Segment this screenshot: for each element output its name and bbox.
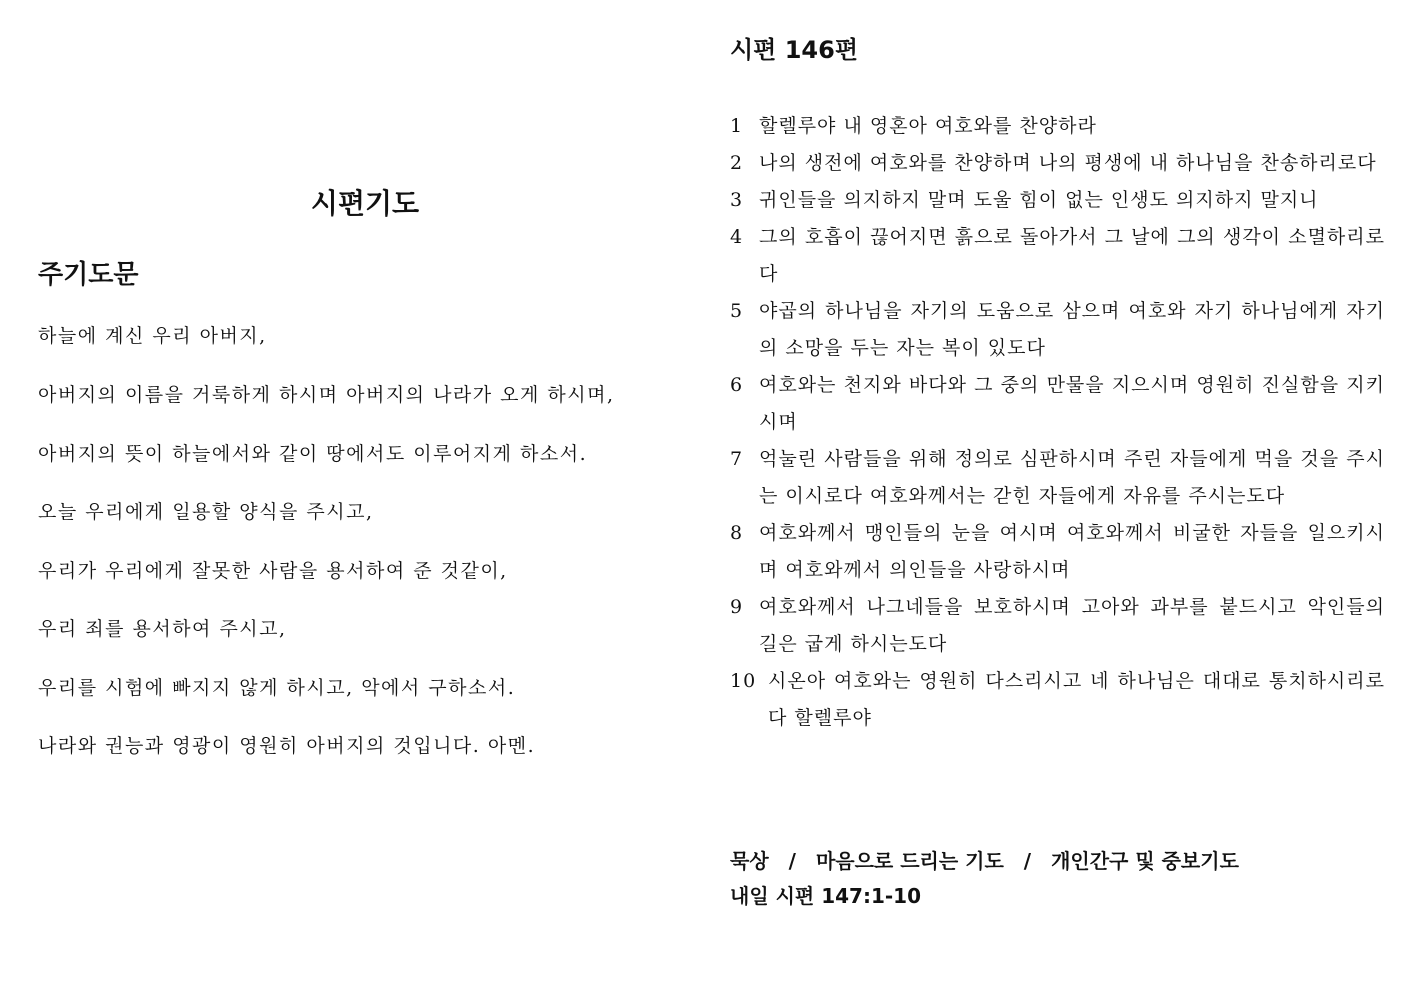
verse-number: 2 xyxy=(730,152,744,174)
prayer-line: 나라와 권능과 영광이 영원히 아버지의 것입니다. 아멘. xyxy=(38,735,536,757)
prayer-label: 마음으로 드리는 기도 xyxy=(815,849,1004,873)
verse-number: 9 xyxy=(730,596,744,618)
verse xyxy=(730,663,1385,737)
verse-text: 그의 호흡이 끊어지면 흙으로 돌아가서 그 날에 그의 생각이 소멸하리로다 xyxy=(759,226,1385,285)
prayer-line: 하늘에 계신 우리 아버지, xyxy=(38,325,267,347)
verse-text: 여호와께서 맹인들의 눈을 여시며 여호와께서 비굴한 자들을 일으키시며 여호와께서 의인들을 사랑하시며 xyxy=(759,522,1385,581)
verse-number: 8 xyxy=(730,522,744,544)
verse-number: 7 xyxy=(730,448,744,470)
verse-text: 여호와께서 나그네들을 보호하시며 고아와 과부를 붙드시고 악인들의 길은 굽게 하시는도다 xyxy=(759,596,1385,655)
verse-list xyxy=(730,108,1385,737)
verse xyxy=(730,441,1385,515)
verse xyxy=(730,367,1385,441)
verse-text: 여호와는 천지와 바다와 그 중의 만물을 지으시며 영원히 진실함을 지키시며 xyxy=(759,374,1385,433)
verse xyxy=(730,108,1385,145)
prayer-line: 아버지의 이름을 거룩하게 하시며 아버지의 나라가 오게 하시며, xyxy=(38,384,615,406)
verse-number: 4 xyxy=(730,226,744,248)
page-title: 시편기도 xyxy=(310,187,420,220)
separator: / xyxy=(788,849,796,873)
verse-text: 할렐루야 내 영혼아 여호와를 찬양하라 xyxy=(759,115,1097,137)
verse-text: 시온아 여호와는 영원히 다스리시고 네 하나님은 대대로 통치하시리로다 할렐루야 xyxy=(768,670,1385,729)
prayer-line: 오늘 우리에게 일용할 양식을 주시고, xyxy=(38,501,374,523)
verse xyxy=(730,589,1385,663)
verse xyxy=(730,515,1385,589)
left-page xyxy=(0,0,700,992)
verse xyxy=(730,182,1385,219)
separator: / xyxy=(1023,849,1032,873)
verse-text: 억눌린 사람들을 위해 정의로 심판하시며 주린 자들에게 먹을 것을 주시는 이시로다 여호와께서는 갇힌 자들에게 자유를 주시는도다 xyxy=(759,448,1385,507)
tomorrow-reading: 내일 시편 147:1-10 xyxy=(730,884,922,908)
verse-text: 야곱의 하나님을 자기의 도움으로 삼으며 여호와 자기 하나님에게 자기의 소망을 두는 자는 복이 있도다 xyxy=(759,300,1385,359)
verse-number: 3 xyxy=(730,189,744,211)
intercession-label: 개인간구 및 중보기도 xyxy=(1051,849,1239,873)
verse xyxy=(730,293,1385,367)
verse xyxy=(730,219,1385,293)
psalm-title: 시편 146편 xyxy=(730,36,859,64)
verse-text: 귀인들을 의지하지 말며 도울 힘이 없는 인생도 의지하지 말지니 xyxy=(759,189,1319,211)
verse-number: 10 xyxy=(730,670,757,692)
verse-number: 6 xyxy=(730,374,744,396)
right-page xyxy=(700,0,1403,992)
prayer-line: 우리 죄를 용서하여 주시고, xyxy=(38,618,287,640)
meditation-label: 묵상 xyxy=(730,849,769,873)
prayer-line: 아버지의 뜻이 하늘에서와 같이 땅에서도 이루어지게 하소서. xyxy=(38,443,588,465)
prayer-line: 우리가 우리에게 잘못한 사람을 용서하여 준 것같이, xyxy=(38,560,508,582)
meditation-guide xyxy=(730,846,1239,876)
prayer-line: 우리를 시험에 빠지지 않게 하시고, 악에서 구하소서. xyxy=(38,677,516,699)
verse-text: 나의 생전에 여호와를 찬양하며 나의 평생에 내 하나님을 찬송하리로다 xyxy=(759,152,1377,174)
verse-number: 5 xyxy=(730,300,744,322)
verse xyxy=(730,145,1385,182)
verse-number: 1 xyxy=(730,115,744,137)
section-title: 주기도문 xyxy=(38,260,139,290)
